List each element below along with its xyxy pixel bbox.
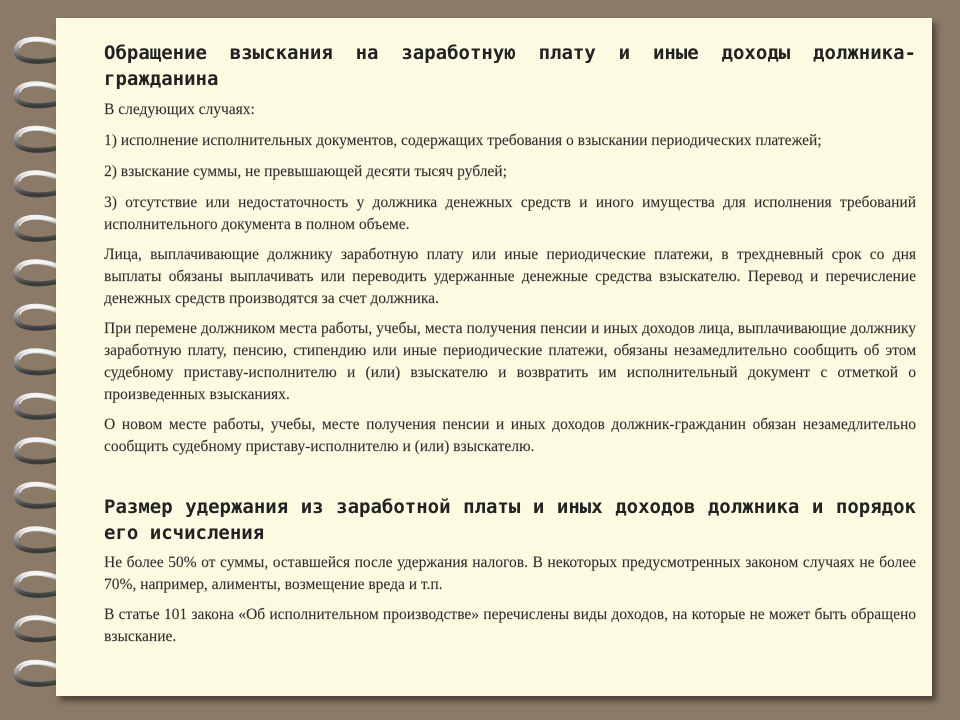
notebook-page (56, 18, 932, 696)
section-1-title: Обращение взыскания на заработную плату и иные доходы должника-гражданина (104, 42, 916, 90)
section-2-title: Размер удержания из заработной платы и иных доходов должника и порядок его исчисления (104, 496, 916, 544)
paragraph-debtor-duty: О новом месте работы, учебы, месте получения пенсии и иных доходов должник-гражданин обязан незамедлительно сообщить судебному приставу-исполнителю и (или) взыскателю. (104, 416, 916, 455)
page-content (104, 40, 916, 656)
paragraph-case-3: 3) отсутствие или недостаточность у должника денежных средств и иного имущества для исполнения требований исполнительного документа в полном объеме. (104, 194, 916, 233)
paragraph-payers-duty: Лица, выплачивающие должнику заработную плату или иные периодические платежи, в трехдневный срок со дня выплаты обязаны выплачивать или переводить удержанные денежные средства взыскателю. Перевод и перечисление денежных средств производятся за счет должника. (104, 246, 916, 307)
paragraph-article-101: В статье 101 закона «Об исполнительном производстве» перечислены виды доходов, на которые не может быть обращено взыскание. (104, 606, 916, 645)
paragraph-job-change: При перемене должником места работы, учебы, места получения пенсии и иных доходов лица, выплачивающие должнику заработную плату, пенсию, стипендию или иные периодические платежи, обязаны незамедлительно сообщить об этом судебному приставу-исполнителю и (или) взыскателю и возвратить им исполнительный документ с отметкой о произведенных взысканиях. (104, 320, 916, 403)
paragraph-case-1: 1) исполнение исполнительных документов, содержащих требования о взыскании периодических платежей; (104, 132, 822, 149)
paragraph-deduction-limit: Не более 50% от суммы, оставшейся после удержания налогов. В некоторых предусмотренных законом случаях не более 70%, например, алименты, возмещение вреда и т.п. (104, 554, 916, 593)
paragraph-case-2: 2) взыскание суммы, не превышающей десяти тысяч рублей; (104, 163, 507, 180)
paragraph-cases-intro: В следующих случаях: (104, 101, 255, 118)
